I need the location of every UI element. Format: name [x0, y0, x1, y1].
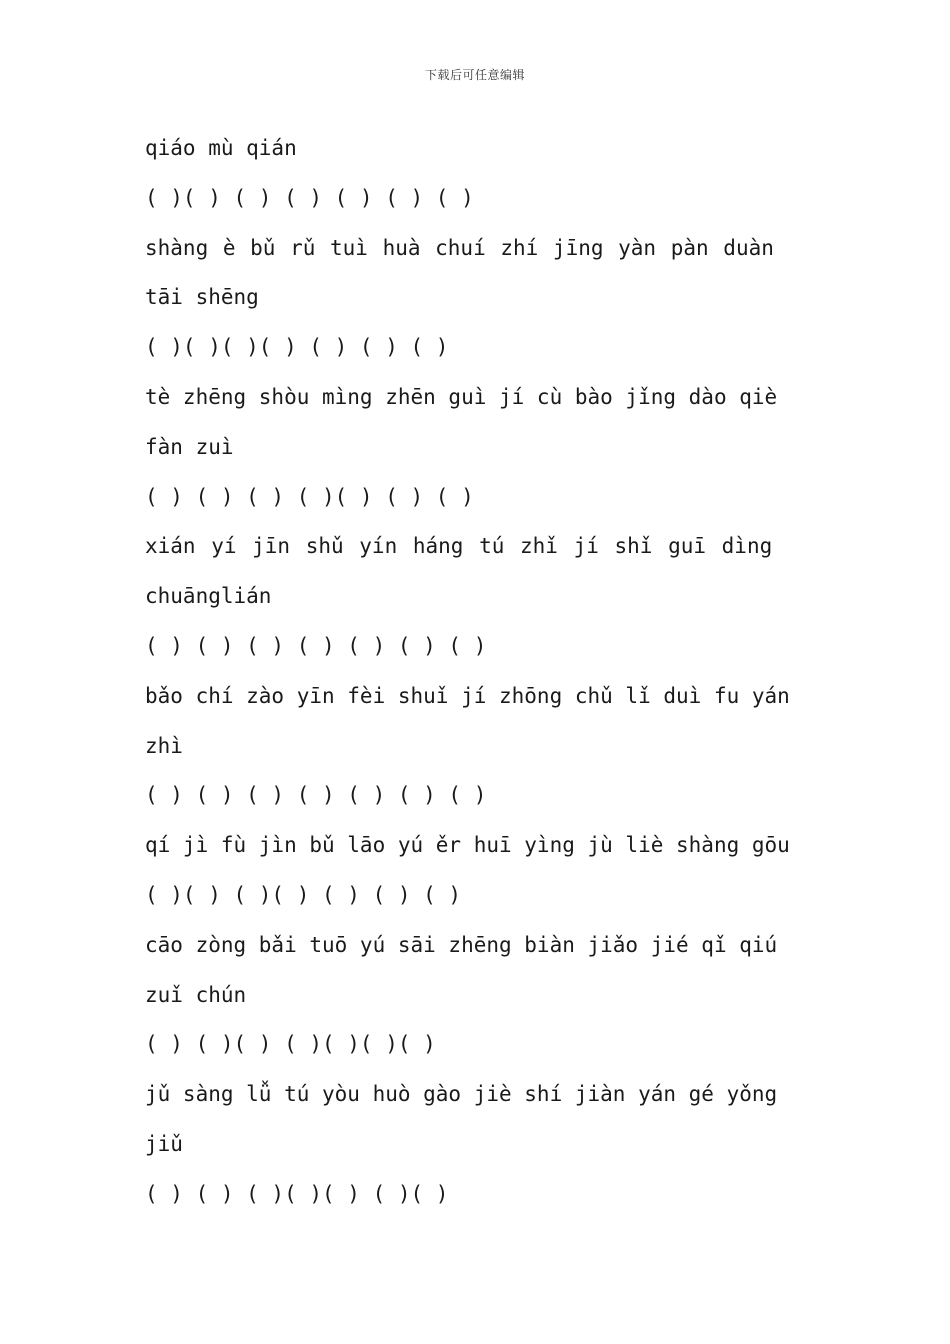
answer-blanks-line: ( ) ( ) ( ) ( ) ( ) ( ) ( ): [145, 783, 487, 808]
pinyin-line: tè zhēng shòu mìng zhēn guì jí cù bào jǐng dào qiè: [145, 384, 778, 409]
pinyin-line: cāo zòng bǎi tuō yú sāi zhēng biàn jiǎo jié qǐ qiú: [145, 932, 778, 957]
pinyin-line: xián yí jīn shǔ yín háng tú zhǐ jí shǐ guī dìng: [145, 534, 773, 559]
pinyin-line: jǔ sàng lǚ tú yòu huò gào jiè shí jiàn yán gé yǒng: [145, 1082, 778, 1107]
pinyin-line: zhì: [145, 733, 183, 758]
pinyin-line: chuānglián: [145, 584, 272, 609]
answer-blanks-line: ( ) ( )( ) ( )( )( )( ): [145, 1032, 436, 1057]
answer-blanks-line: ( ) ( ) ( )( )( ) ( )( ): [145, 1181, 449, 1206]
answer-blanks-line: ( ) ( ) ( ) ( ) ( ) ( ) ( ): [145, 633, 487, 658]
pinyin-line: tāi shēng: [145, 285, 259, 310]
pinyin-line: jiǔ: [145, 1131, 183, 1156]
pinyin-line: qiáo mù qián: [145, 136, 297, 160]
answer-blanks-line: ( ) ( ) ( ) ( )( ) ( ) ( ): [145, 484, 474, 509]
worksheet-body: [145, 124, 810, 1220]
answer-blanks-line: ( )( ) ( )( ) ( ) ( ) ( ): [145, 882, 462, 907]
pinyin-line: qí jì fù jìn bǔ lāo yú ěr huī yìng jù liè shàng gōu: [145, 833, 790, 858]
answer-blanks-line: ( )( ) ( ) ( ) ( ) ( ) ( ): [145, 185, 474, 210]
pinyin-line: shàng è bǔ rǔ tuì huà chuí zhí jīng yàn pàn duàn: [145, 235, 774, 260]
pinyin-line: fàn zuì: [145, 434, 234, 459]
answer-blanks-line: ( )( )( )( ) ( ) ( ) ( ): [145, 335, 449, 360]
pinyin-line: zuǐ chún: [145, 982, 247, 1007]
page-header: 下载后可任意编辑: [424, 68, 525, 82]
pinyin-line: bǎo chí zào yīn fèi shuǐ jí zhōng chǔ lǐ duì fu yán: [145, 683, 790, 708]
